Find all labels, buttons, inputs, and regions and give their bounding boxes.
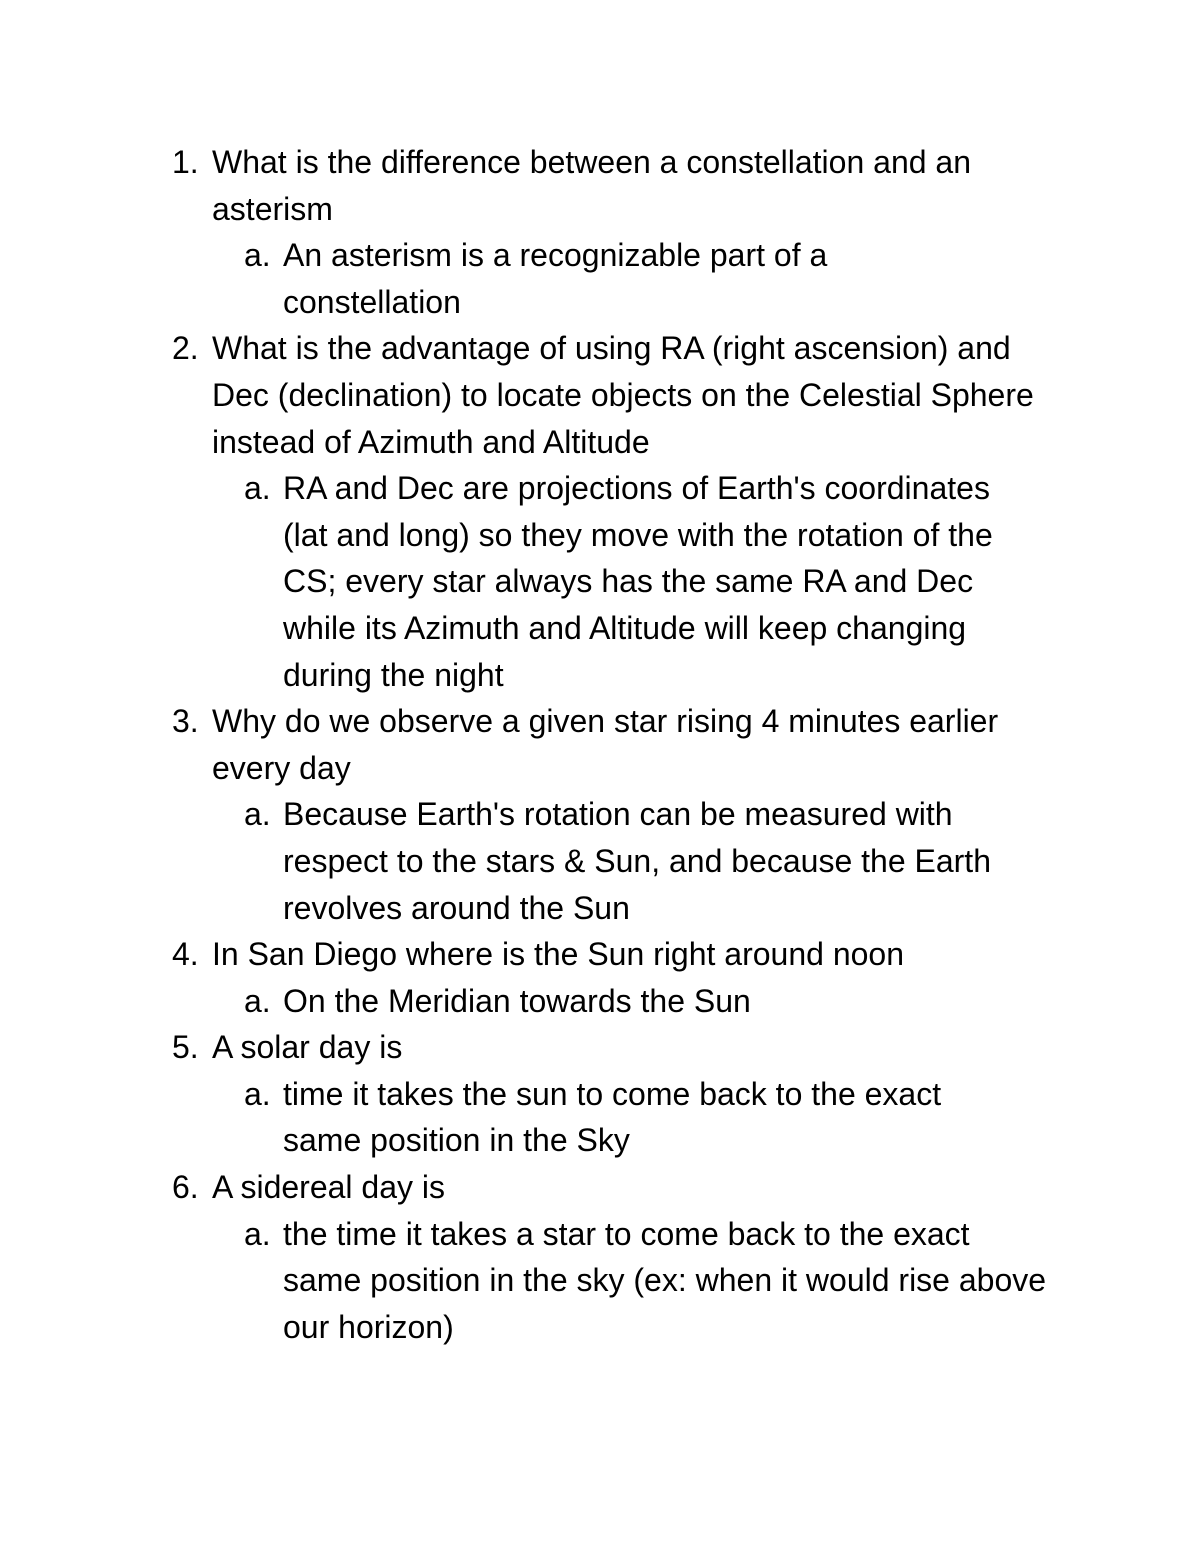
question-list	[172, 139, 1052, 1350]
question-number: 1.	[172, 144, 199, 180]
question-text: Why do we observe a given star rising 4 minutes earlier every day	[212, 703, 999, 786]
question-item-4	[172, 931, 1052, 978]
question-text: A solar day is	[212, 1029, 403, 1066]
answer-item-6	[172, 1211, 1052, 1351]
question-number: 5.	[172, 1029, 199, 1066]
question-item-6	[172, 1164, 1052, 1211]
answer-text: Because Earth's rotation can be measured with respect to the stars & Sun, and because the Earth revolves around the Sun	[283, 796, 991, 926]
answer-item-3	[172, 791, 1052, 931]
question-item-3	[172, 698, 1052, 791]
question-item-1	[172, 139, 1052, 232]
answer-item-4	[172, 978, 1052, 1025]
answer-letter: a.	[244, 470, 271, 507]
answer-item-1	[172, 232, 1052, 325]
question-number: 4.	[172, 936, 199, 973]
question-item-5	[172, 1024, 1052, 1071]
answer-text: time it takes the sun to come back to the exact same position in the Sky	[283, 1075, 942, 1159]
answer-letter: a.	[244, 1075, 271, 1112]
question-text: What is the difference between a constellation and an asterism	[212, 144, 972, 227]
answer-text: On the Meridian towards the Sun	[283, 982, 751, 1019]
question-text: What is the advantage of using RA (right ascension) and Dec (declination) to locate objects on the Celestial Sphere instead of Azimuth and Altitude	[212, 330, 1034, 460]
answer-letter: a.	[244, 982, 271, 1019]
question-number: 2.	[172, 330, 199, 367]
answer-text: An asterism is a recognizable part of a constellation	[283, 237, 828, 320]
answer-letter: a.	[244, 237, 271, 274]
answer-item-2	[172, 465, 1052, 698]
answer-item-5	[172, 1071, 1052, 1164]
question-item-2	[172, 325, 1052, 465]
answer-letter: a.	[244, 796, 271, 833]
question-text: In San Diego where is the Sun right around noon	[212, 936, 905, 973]
answer-text: RA and Dec are projections of Earth's coordinates (lat and long) so they move with the rotation of the CS; every star always has the same RA and Dec while its Azimuth and Altitude will keep changing during the night	[283, 470, 993, 693]
answer-letter: a.	[244, 1215, 271, 1252]
question-text: A sidereal day is	[212, 1169, 446, 1206]
question-number: 3.	[172, 703, 199, 740]
question-number: 6.	[172, 1169, 199, 1206]
answer-text: the time it takes a star to come back to the exact same position in the sky (ex: when it would rise above our horizon)	[283, 1215, 1047, 1345]
